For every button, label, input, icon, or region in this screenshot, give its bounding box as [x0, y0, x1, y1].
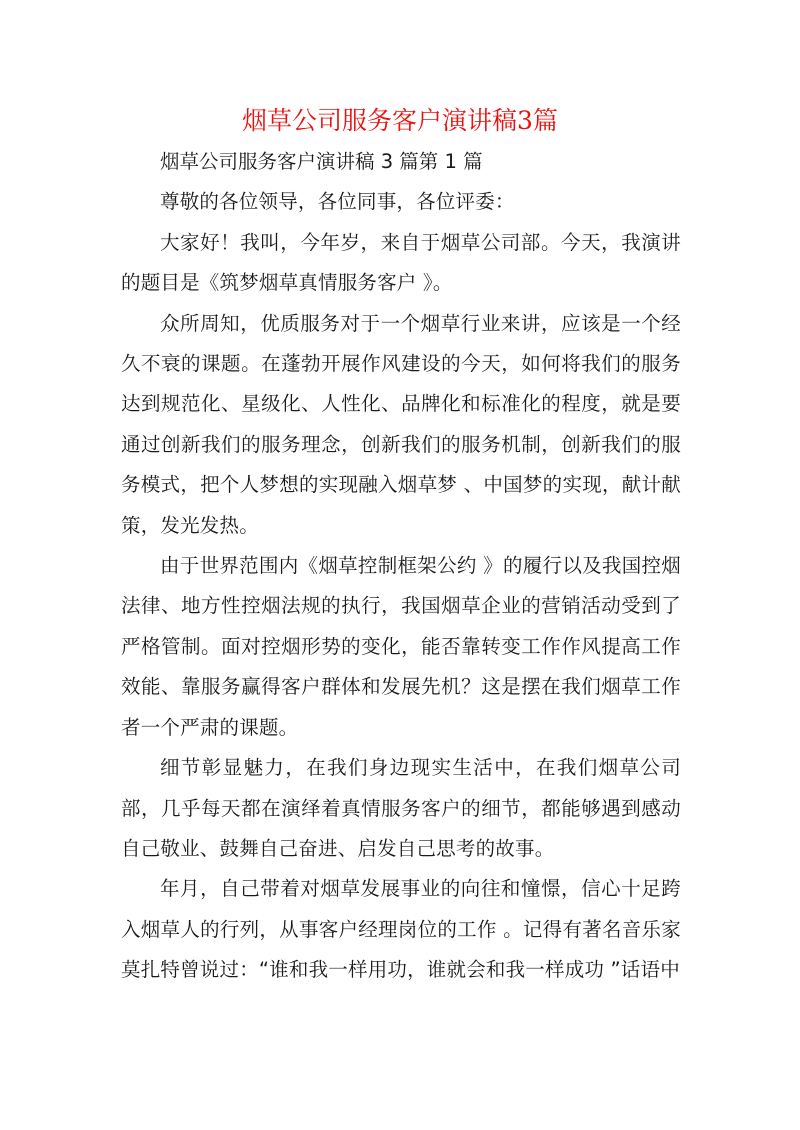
paragraph-details: 细节彰显魅力，在我们身边现实生活中，在我们烟草公司部，几乎每天都在演绎着真情服务客户的细节，都能够遇到感动自己敬业、鼓舞自己奋进、启发自己思考的故事。: [121, 756, 681, 860]
paragraph-greeting: 尊敬的各位领导，各位同事，各位评委：: [160, 190, 515, 214]
paragraph-service-topic: 众所周知，优质服务对于一个烟草行业来讲，应该是一个经久不衰的课题。在蓬勃开展作风建设的今天，如何将我们的服务达到规范化、星级化、人性化、品牌化和标准化的程度，就是要通过创新我们的服务理念，创新我们的服务机制，创新我们的服务模式，把个人梦想的实现融入烟草梦 、中国梦的实现，献计献策，发光发热。: [121, 311, 681, 537]
section-subtitle: 烟草公司服务客户演讲稿 3 篇第 1 篇: [160, 150, 483, 173]
paragraph-tobacco-control: 由于世界范围内《烟草控制框架公约 》的履行以及我国控烟法律、地方性控烟法规的执行，我国烟草企业的营销活动受到了严格管制。面对控烟形势的变化，能否靠转变工作作风提高工作效能、靠服务赢得客户群体和发展先机？这是摆在我们烟草工作者一个严肃的课题。: [121, 554, 681, 739]
document-title: 烟草公司服务客户演讲稿3篇: [242, 106, 558, 135]
document-body: [121, 142, 681, 991]
paragraph-introduction: 大家好！我叫，今年岁，来自于烟草公司部。今天，我演讲的题目是《筑梦烟草真情服务客户 》。: [121, 230, 681, 295]
paragraph-personal-story: 年月，自己带着对烟草发展事业的向往和憧憬，信心十足跨入烟草人的行列，从事客户经理岗位的工作 。记得有著名音乐家莫扎特曾说过：“谁和我一样用功，谁就会和我一样成功 ”话语中: [121, 877, 681, 982]
